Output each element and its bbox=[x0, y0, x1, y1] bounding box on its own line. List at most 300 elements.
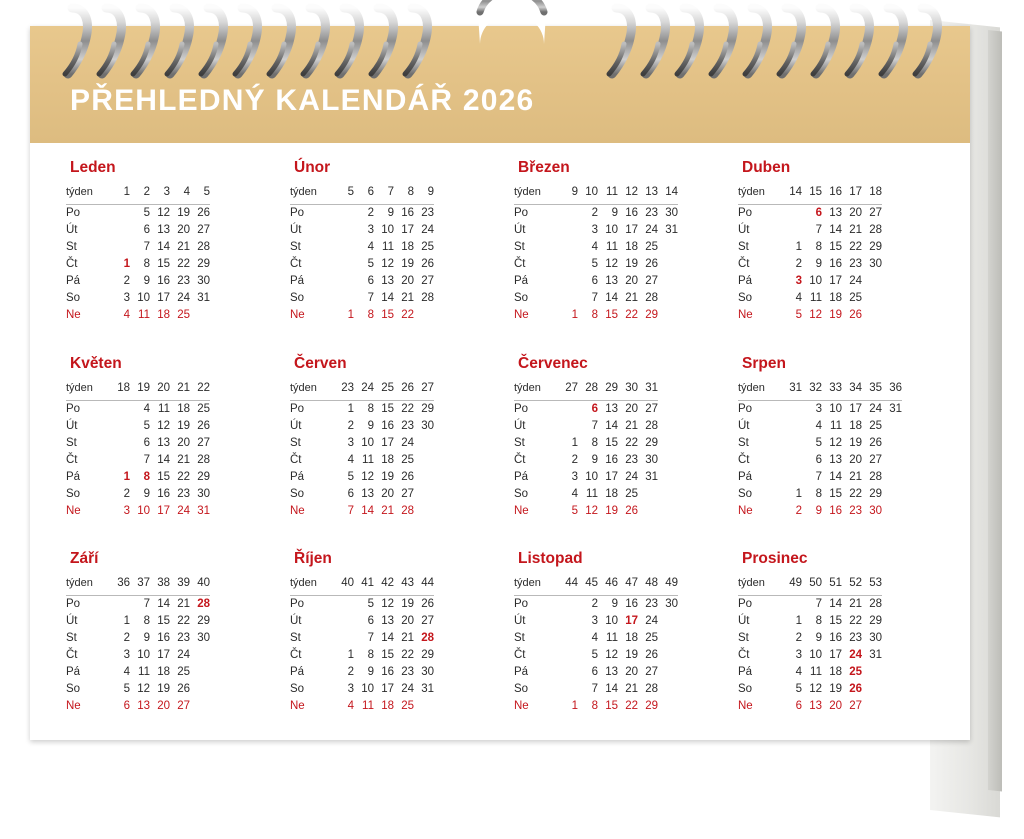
date-cell: 10 bbox=[829, 402, 842, 415]
date-cell: 5 bbox=[367, 598, 374, 611]
month-title: Srpen bbox=[742, 354, 786, 372]
week-number: 47 bbox=[625, 577, 638, 590]
week-number: 41 bbox=[361, 577, 374, 590]
week-number: 3 bbox=[163, 186, 170, 198]
date-cell: 14 bbox=[829, 224, 842, 236]
week-number-row bbox=[738, 380, 902, 400]
date-cell: 12 bbox=[829, 436, 842, 449]
day-label: St bbox=[514, 436, 525, 449]
date-cell: 2 bbox=[347, 419, 354, 432]
day-label: So bbox=[738, 683, 753, 696]
day-label: Po bbox=[66, 402, 81, 415]
date-cell: 20 bbox=[157, 700, 170, 713]
date-cell bbox=[658, 613, 678, 630]
month-table bbox=[738, 575, 882, 715]
date-cell: 11 bbox=[382, 241, 394, 253]
week-number: 23 bbox=[341, 381, 354, 394]
date-cell: 1 bbox=[571, 700, 578, 713]
date-cell: 13 bbox=[605, 275, 618, 287]
date-cell: 22 bbox=[849, 487, 862, 500]
week-number: 24 bbox=[361, 381, 374, 394]
date-cell: 25 bbox=[401, 700, 414, 713]
month-title: Únor bbox=[294, 159, 331, 176]
week-number: 32 bbox=[809, 381, 822, 394]
date-cell: 15 bbox=[157, 258, 170, 270]
date-cell: 18 bbox=[605, 487, 618, 500]
date-cell bbox=[190, 664, 210, 681]
date-cell: 18 bbox=[625, 241, 638, 253]
date-cell: 26 bbox=[401, 470, 414, 483]
date-cell: 4 bbox=[815, 419, 822, 432]
date-cell: 18 bbox=[625, 632, 638, 645]
date-cell: 27 bbox=[401, 487, 414, 500]
date-cell: 10 bbox=[605, 615, 618, 628]
week-number: 49 bbox=[789, 577, 802, 590]
date-cell: 17 bbox=[829, 275, 842, 287]
date-cell: 21 bbox=[381, 504, 394, 517]
date-cell: 29 bbox=[869, 487, 882, 500]
day-row bbox=[66, 630, 210, 647]
week-number-row bbox=[738, 184, 882, 204]
date-cell: 18 bbox=[849, 419, 862, 432]
date-cell: 23 bbox=[177, 632, 190, 645]
date-cell: 3 bbox=[795, 649, 802, 662]
date-cell: 23 bbox=[645, 598, 658, 611]
date-cell: 16 bbox=[605, 453, 618, 466]
date-cell bbox=[882, 435, 902, 452]
week-number-row bbox=[290, 380, 434, 400]
date-cell: 8 bbox=[815, 241, 822, 253]
week-number: 13 bbox=[645, 186, 658, 198]
date-cell: 4 bbox=[123, 309, 130, 321]
date-cell: 10 bbox=[137, 504, 150, 517]
day-row bbox=[66, 647, 210, 664]
day-label: Čt bbox=[514, 649, 526, 662]
date-cell: 3 bbox=[123, 504, 130, 517]
date-cell: 7 bbox=[591, 419, 598, 432]
day-label: Po bbox=[290, 207, 305, 219]
date-cell: 20 bbox=[625, 666, 638, 679]
date-cell: 26 bbox=[421, 258, 434, 270]
week-number-row bbox=[514, 575, 678, 595]
date-cell: 8 bbox=[591, 309, 598, 321]
date-cell: 7 bbox=[347, 504, 354, 517]
date-cell: 23 bbox=[849, 258, 862, 270]
date-cell bbox=[110, 435, 130, 452]
month-block bbox=[276, 349, 500, 545]
day-label: Út bbox=[514, 615, 526, 628]
week-number-row bbox=[514, 380, 658, 400]
day-row bbox=[738, 435, 902, 452]
date-cell: 31 bbox=[665, 224, 678, 236]
date-cell bbox=[110, 205, 130, 223]
date-cell: 15 bbox=[605, 700, 618, 713]
date-cell bbox=[638, 503, 658, 520]
date-cell-holiday: 6 bbox=[591, 402, 598, 415]
day-row bbox=[66, 698, 210, 715]
date-cell: 4 bbox=[571, 487, 578, 500]
date-cell: 22 bbox=[625, 700, 638, 713]
date-cell bbox=[414, 486, 434, 503]
date-cell: 17 bbox=[381, 683, 394, 696]
date-cell: 28 bbox=[645, 419, 658, 432]
date-cell bbox=[782, 435, 802, 452]
date-cell: 14 bbox=[157, 241, 170, 253]
day-label: Ne bbox=[514, 700, 529, 713]
date-cell: 5 bbox=[143, 207, 150, 219]
day-row bbox=[514, 400, 658, 418]
month-table bbox=[290, 380, 434, 520]
day-row bbox=[290, 630, 434, 647]
day-label: So bbox=[290, 292, 305, 304]
date-cell: 16 bbox=[829, 258, 842, 270]
week-number: 33 bbox=[829, 381, 842, 394]
date-cell: 9 bbox=[815, 258, 822, 270]
date-cell bbox=[334, 596, 354, 614]
week-label: týden bbox=[66, 577, 93, 590]
week-number: 27 bbox=[565, 381, 578, 394]
date-cell: 19 bbox=[401, 598, 414, 611]
day-row bbox=[514, 503, 658, 520]
day-row bbox=[514, 290, 678, 307]
day-label: St bbox=[66, 241, 77, 253]
date-cell: 16 bbox=[157, 487, 170, 500]
day-label: St bbox=[738, 436, 749, 449]
date-cell: 25 bbox=[197, 402, 210, 415]
date-cell-holiday: 6 bbox=[815, 207, 822, 219]
date-cell bbox=[190, 698, 210, 715]
date-cell: 26 bbox=[625, 504, 638, 517]
date-cell: 7 bbox=[367, 292, 374, 304]
date-cell-holiday: 1 bbox=[123, 258, 130, 270]
week-number: 51 bbox=[829, 577, 842, 590]
date-cell bbox=[190, 307, 210, 324]
day-row bbox=[290, 503, 434, 520]
day-label: Po bbox=[290, 402, 305, 415]
date-cell: 11 bbox=[158, 402, 170, 415]
date-cell bbox=[882, 452, 902, 469]
week-number: 40 bbox=[197, 577, 210, 590]
date-cell: 7 bbox=[143, 453, 150, 466]
date-cell: 6 bbox=[591, 275, 598, 287]
month-block bbox=[52, 153, 276, 349]
day-row bbox=[290, 256, 434, 273]
day-label: St bbox=[738, 632, 749, 645]
month-table bbox=[66, 184, 210, 324]
day-row bbox=[514, 630, 678, 647]
date-cell: 15 bbox=[605, 436, 618, 449]
day-row bbox=[738, 630, 882, 647]
day-row bbox=[66, 486, 210, 503]
date-cell: 30 bbox=[869, 258, 882, 270]
day-row bbox=[66, 418, 210, 435]
day-label: Čt bbox=[514, 453, 526, 466]
date-cell: 13 bbox=[809, 700, 822, 713]
date-cell: 19 bbox=[605, 504, 618, 517]
date-cell: 2 bbox=[123, 632, 130, 645]
date-cell: 20 bbox=[849, 207, 862, 219]
date-cell: 22 bbox=[625, 436, 638, 449]
day-label: St bbox=[290, 241, 301, 253]
date-cell bbox=[110, 452, 130, 469]
date-cell bbox=[862, 290, 882, 307]
week-number: 10 bbox=[585, 186, 598, 198]
date-cell bbox=[110, 596, 130, 614]
date-cell: 4 bbox=[591, 241, 598, 253]
date-cell bbox=[782, 222, 802, 239]
date-cell: 25 bbox=[645, 632, 658, 645]
day-label: Ne bbox=[514, 309, 529, 321]
date-cell: 27 bbox=[197, 436, 210, 449]
date-cell: 27 bbox=[645, 275, 658, 287]
day-row bbox=[66, 596, 210, 614]
date-cell: 24 bbox=[177, 504, 190, 517]
week-number: 42 bbox=[381, 577, 394, 590]
date-cell: 30 bbox=[665, 598, 678, 611]
week-label: týden bbox=[514, 381, 541, 394]
day-row bbox=[738, 273, 882, 290]
date-cell: 21 bbox=[177, 241, 190, 253]
date-cell: 11 bbox=[362, 453, 374, 466]
day-label: Pá bbox=[290, 666, 305, 679]
day-label: So bbox=[514, 292, 529, 304]
date-cell: 19 bbox=[381, 470, 394, 483]
date-cell: 12 bbox=[137, 683, 150, 696]
date-cell: 29 bbox=[197, 258, 210, 270]
day-label: St bbox=[290, 632, 301, 645]
date-cell: 13 bbox=[381, 615, 394, 628]
date-cell: 22 bbox=[177, 470, 190, 483]
day-row bbox=[290, 647, 434, 664]
day-label: Pá bbox=[66, 275, 81, 287]
day-row bbox=[290, 664, 434, 681]
day-label: Po bbox=[514, 598, 529, 611]
date-cell: 15 bbox=[829, 615, 842, 628]
day-row bbox=[66, 469, 210, 486]
date-cell: 2 bbox=[795, 632, 802, 645]
date-cell: 6 bbox=[795, 700, 802, 713]
date-cell: 25 bbox=[849, 292, 862, 304]
date-cell: 7 bbox=[591, 292, 598, 304]
day-row bbox=[290, 239, 434, 256]
date-cell: 24 bbox=[401, 683, 414, 696]
week-number-row bbox=[514, 184, 678, 204]
day-label: Pá bbox=[738, 666, 753, 679]
date-cell: 10 bbox=[361, 683, 374, 696]
date-cell-holiday: 3 bbox=[795, 275, 802, 287]
day-row bbox=[290, 435, 434, 452]
month-table bbox=[738, 380, 902, 520]
date-cell: 5 bbox=[815, 436, 822, 449]
date-cell: 23 bbox=[401, 666, 414, 679]
date-cell bbox=[558, 630, 578, 647]
day-row bbox=[290, 205, 434, 223]
date-cell: 8 bbox=[143, 615, 150, 628]
day-row bbox=[738, 698, 882, 715]
date-cell: 13 bbox=[137, 700, 150, 713]
date-cell: 24 bbox=[177, 292, 190, 304]
day-label: Po bbox=[738, 598, 753, 611]
date-cell: 10 bbox=[605, 224, 618, 236]
date-cell: 14 bbox=[605, 292, 618, 304]
date-cell: 3 bbox=[591, 224, 598, 236]
day-label: Pá bbox=[290, 470, 305, 483]
date-cell: 7 bbox=[815, 224, 822, 236]
week-number: 19 bbox=[137, 381, 150, 394]
date-cell: 20 bbox=[381, 487, 394, 500]
day-row bbox=[514, 486, 658, 503]
date-cell: 20 bbox=[177, 436, 190, 449]
date-cell: 1 bbox=[347, 649, 354, 662]
date-cell bbox=[334, 222, 354, 239]
date-cell: 25 bbox=[421, 241, 434, 253]
date-cell bbox=[110, 400, 130, 418]
day-label: Čt bbox=[738, 453, 750, 466]
date-cell: 25 bbox=[401, 453, 414, 466]
date-cell: 12 bbox=[809, 309, 822, 321]
date-cell: 2 bbox=[571, 453, 578, 466]
date-cell: 20 bbox=[829, 700, 842, 713]
date-cell bbox=[862, 273, 882, 290]
day-row bbox=[290, 307, 434, 324]
date-cell: 13 bbox=[157, 436, 170, 449]
day-row bbox=[290, 273, 434, 290]
date-cell: 2 bbox=[123, 275, 130, 287]
day-label: Po bbox=[514, 402, 529, 415]
date-cell bbox=[334, 239, 354, 256]
date-cell: 21 bbox=[849, 224, 862, 236]
week-number-row bbox=[290, 184, 434, 204]
date-cell: 15 bbox=[829, 487, 842, 500]
day-label: Út bbox=[738, 224, 750, 236]
month-title: Březen bbox=[518, 159, 570, 176]
day-row bbox=[66, 222, 210, 239]
date-cell: 26 bbox=[869, 436, 882, 449]
date-cell: 18 bbox=[381, 453, 394, 466]
day-label: St bbox=[66, 436, 77, 449]
day-row bbox=[66, 307, 210, 324]
week-label: týden bbox=[738, 577, 765, 590]
date-cell bbox=[862, 681, 882, 698]
date-cell: 24 bbox=[645, 615, 658, 628]
day-row bbox=[290, 452, 434, 469]
date-cell: 22 bbox=[849, 615, 862, 628]
date-cell: 6 bbox=[123, 700, 130, 713]
date-cell: 28 bbox=[197, 241, 210, 253]
day-row bbox=[290, 486, 434, 503]
date-cell: 30 bbox=[197, 487, 210, 500]
day-label: Po bbox=[738, 207, 753, 219]
date-cell: 6 bbox=[367, 615, 374, 628]
date-cell: 12 bbox=[361, 470, 374, 483]
week-number: 43 bbox=[401, 577, 414, 590]
month-table bbox=[514, 575, 678, 715]
date-cell: 7 bbox=[591, 683, 598, 696]
date-cell bbox=[658, 307, 678, 324]
page-title: PŘEHLEDNÝ KALENDÁŘ 2026 bbox=[70, 84, 535, 117]
day-label: So bbox=[66, 487, 81, 500]
week-number: 11 bbox=[606, 186, 618, 198]
date-cell: 14 bbox=[157, 598, 170, 611]
day-label: So bbox=[514, 683, 529, 696]
day-label: Čt bbox=[738, 258, 750, 270]
date-cell: 30 bbox=[869, 632, 882, 645]
date-cell: 12 bbox=[605, 649, 618, 662]
date-cell: 27 bbox=[645, 666, 658, 679]
date-cell bbox=[658, 239, 678, 256]
day-label: Čt bbox=[738, 649, 750, 662]
date-cell bbox=[558, 664, 578, 681]
date-cell: 21 bbox=[625, 292, 638, 304]
week-number: 36 bbox=[889, 381, 902, 394]
month-block bbox=[276, 153, 500, 349]
date-cell: 29 bbox=[869, 615, 882, 628]
week-number: 30 bbox=[625, 381, 638, 394]
date-cell: 29 bbox=[645, 436, 658, 449]
date-cell: 16 bbox=[829, 504, 842, 517]
date-cell: 22 bbox=[401, 309, 414, 321]
date-cell bbox=[558, 256, 578, 273]
date-cell: 7 bbox=[143, 241, 150, 253]
day-row bbox=[66, 435, 210, 452]
date-cell: 23 bbox=[401, 419, 414, 432]
week-number: 27 bbox=[421, 381, 434, 394]
month-block bbox=[724, 153, 948, 349]
date-cell: 20 bbox=[625, 402, 638, 415]
date-cell bbox=[558, 290, 578, 307]
date-cell: 7 bbox=[815, 470, 822, 483]
date-cell: 18 bbox=[381, 700, 394, 713]
day-row bbox=[290, 681, 434, 698]
week-number: 29 bbox=[605, 381, 618, 394]
date-cell: 20 bbox=[849, 453, 862, 466]
date-cell: 11 bbox=[586, 487, 598, 500]
date-cell: 29 bbox=[197, 470, 210, 483]
week-number: 4 bbox=[183, 186, 190, 198]
date-cell bbox=[110, 222, 130, 239]
month-title: Prosinec bbox=[742, 550, 808, 568]
date-cell: 21 bbox=[849, 598, 862, 611]
date-cell: 23 bbox=[849, 504, 862, 517]
week-number: 16 bbox=[829, 186, 842, 198]
date-cell: 9 bbox=[367, 419, 374, 432]
date-cell: 1 bbox=[795, 615, 802, 628]
date-cell: 5 bbox=[367, 258, 374, 270]
date-cell: 8 bbox=[591, 436, 598, 449]
day-label: Čt bbox=[66, 649, 78, 662]
day-label: Pá bbox=[66, 666, 81, 679]
date-cell: 4 bbox=[795, 666, 802, 679]
date-cell: 15 bbox=[381, 402, 394, 415]
date-cell bbox=[414, 469, 434, 486]
date-cell: 16 bbox=[381, 666, 394, 679]
date-cell: 23 bbox=[421, 207, 434, 219]
date-cell bbox=[558, 400, 578, 418]
week-label: týden bbox=[290, 381, 317, 394]
date-cell: 9 bbox=[815, 632, 822, 645]
date-cell: 18 bbox=[829, 666, 842, 679]
date-cell: 17 bbox=[625, 224, 638, 236]
day-label: Po bbox=[738, 402, 753, 415]
date-cell: 9 bbox=[611, 207, 618, 219]
day-label: Út bbox=[738, 615, 750, 628]
months-grid bbox=[30, 143, 970, 740]
date-cell bbox=[334, 630, 354, 647]
date-cell: 5 bbox=[795, 309, 802, 321]
date-cell: 6 bbox=[815, 453, 822, 466]
date-cell: 27 bbox=[869, 453, 882, 466]
date-cell bbox=[658, 290, 678, 307]
